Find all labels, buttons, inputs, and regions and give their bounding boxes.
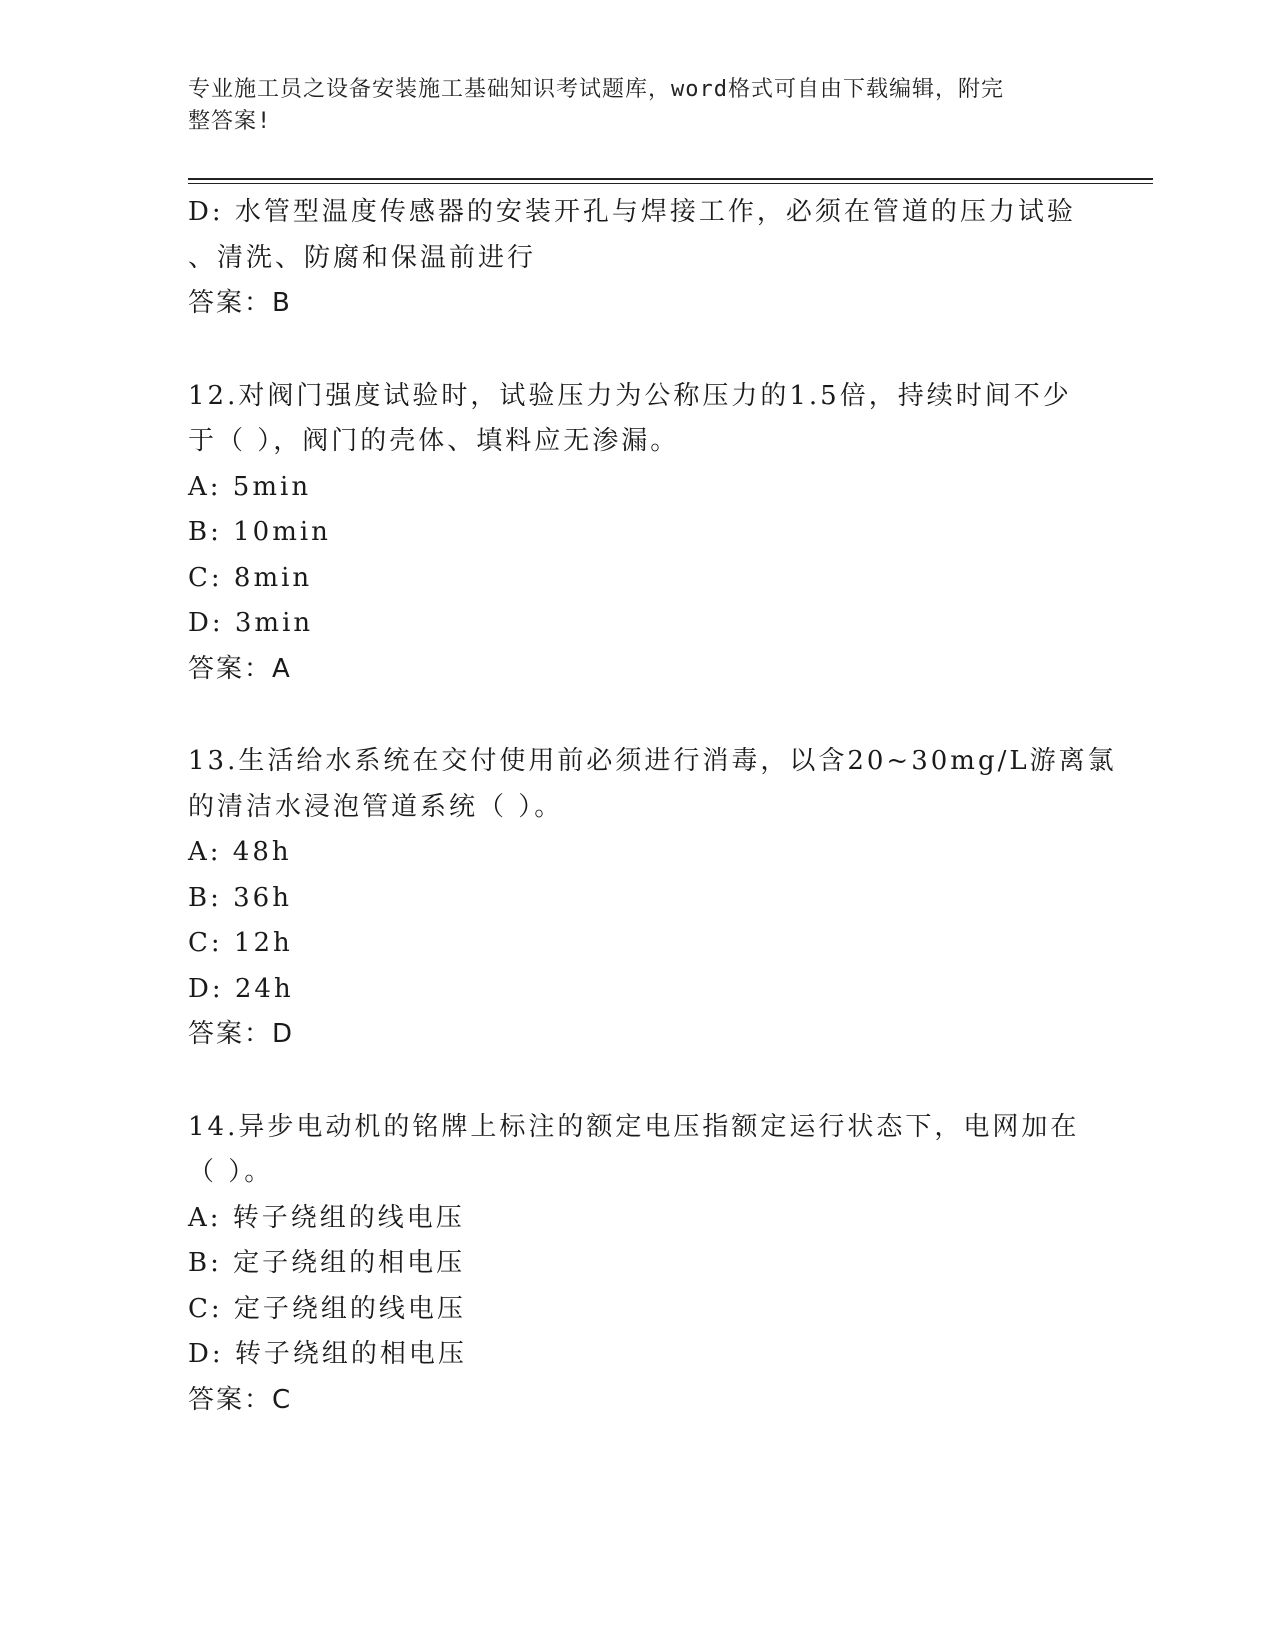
- question-spacer: [188, 692, 1078, 739]
- answer-line: 答案：D: [188, 1019, 295, 1049]
- question-stem-line-2: （ ）。: [188, 1157, 274, 1187]
- document-header: [188, 74, 1068, 138]
- header-divider-thick: [188, 178, 1153, 180]
- question-stem-line-1: 14.异步电动机的铭牌上标注的额定电压指额定运行状态下，电网加在: [188, 1111, 1080, 1142]
- question-block-13: [188, 739, 1117, 1058]
- question-content: [188, 190, 1117, 1423]
- option-d-line-1: D: 水管型温度传感器的安装开孔与焊接工作，必须在管道的压力试验: [188, 197, 1076, 227]
- option-d: D: 3min: [188, 608, 314, 638]
- option-d: D: 转子绕组的相电压: [188, 1339, 467, 1369]
- option-b: B: 36h: [188, 882, 292, 913]
- option-c: C: 定子绕组的线电压: [188, 1293, 466, 1324]
- option-a: A: 48h: [188, 837, 292, 867]
- option-d: D: 24h: [188, 973, 294, 1004]
- header-divider-thin: [188, 183, 1153, 184]
- option-a: A: 转子绕组的线电压: [188, 1202, 465, 1233]
- question-block-14: [188, 1105, 1078, 1424]
- option-c: C: 8min: [188, 562, 313, 593]
- answer-line: 答案：A: [188, 653, 292, 684]
- option-a: A: 5min: [188, 471, 312, 502]
- question-spacer: [188, 1058, 1078, 1105]
- question-stem-line-1: 13.生活给水系统在交付使用前必须进行消毒，以含20~30mg/L游离氯: [188, 746, 1117, 776]
- question-block-12: [188, 374, 1078, 693]
- answer-line: 答案：C: [188, 1384, 293, 1415]
- question-block-11: [188, 190, 1078, 327]
- header-title-line-2: 整答案!: [188, 109, 272, 134]
- question-stem-line-2: 于（ ），阀门的壳体、填料应无渗漏。: [188, 426, 680, 456]
- header-title-line-1: 专业施工员之设备安装施工基础知识考试题库，word格式可自由下载编辑，附完: [188, 77, 1004, 102]
- option-d-line-2: 、清洗、防腐和保温前进行: [188, 242, 537, 273]
- option-c: C: 12h: [188, 928, 293, 958]
- answer-line: 答案：B: [188, 288, 292, 318]
- option-b: B: 10min: [188, 517, 331, 547]
- question-stem-line-2: 的清洁水浸泡管道系统（ ）。: [188, 791, 564, 822]
- option-b: B: 定子绕组的相电压: [188, 1248, 466, 1278]
- question-spacer: [188, 327, 1078, 374]
- question-stem-line-1: 12.对阀门强度试验时，试验压力为公称压力的1.5倍，持续时间不少: [188, 380, 1072, 411]
